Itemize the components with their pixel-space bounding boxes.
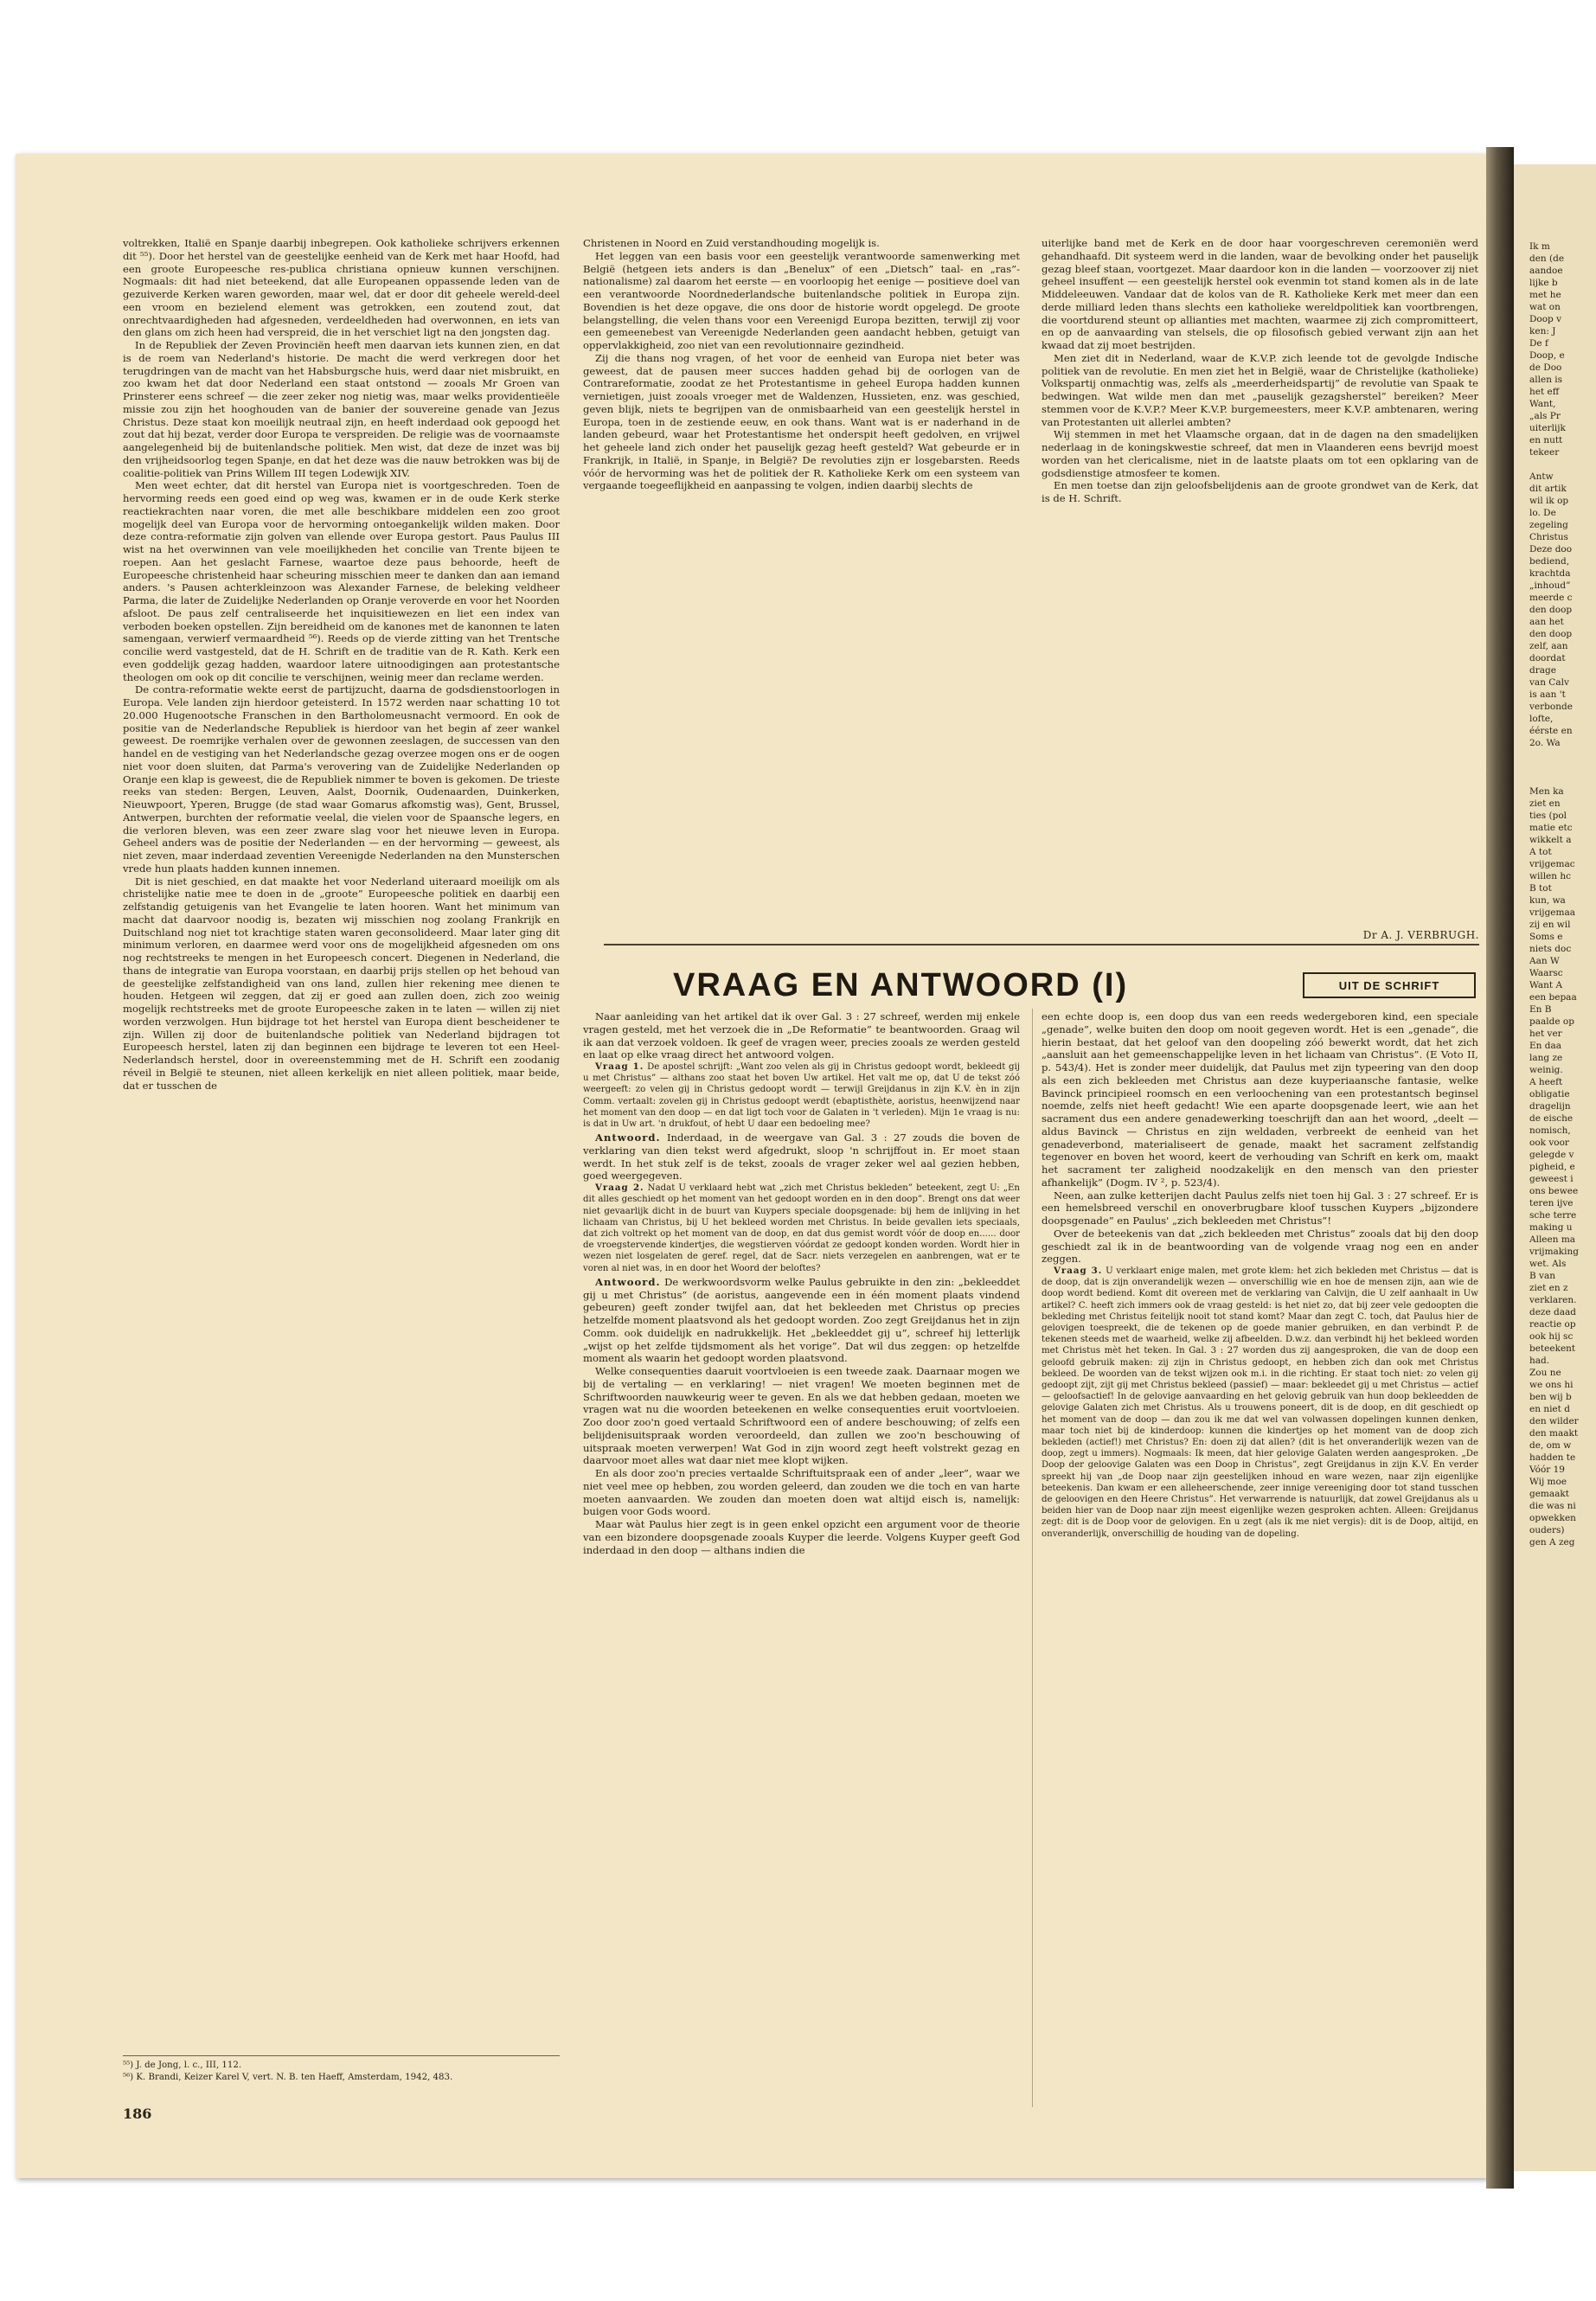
facing-page-fragment: En daa [1529, 1041, 1562, 1051]
facing-page-fragment: Aan W [1529, 956, 1560, 966]
facing-page-fragment: Christus [1529, 532, 1568, 542]
paragraph: Wij stemmen in met het Vlaamsche orgaan, dat in de dagen na den smadelijken nederlaag in de koningskwestie schreef, dat men in Vlaanderen eens bevrijd moest worden van het clericalisme, niet in de laatste plaats om tot een opklaring van de godsdienstige atmosfeer te komen. [1042, 428, 1478, 479]
section-heading: VRAAG EN ANTWOORD (I) [673, 967, 1129, 1003]
facing-page-fragment: zegeling [1529, 520, 1568, 530]
facing-page [1514, 164, 1596, 2171]
facing-page-fragment: Alleen ma [1529, 1234, 1576, 1245]
paragraph: Men ziet dit in Nederland, waar de K.V.P. zich leende tot de gevolgde Indische politiek van de revolutie. En men ziet het in België, waar de Christelijke (katholieke) Volkspartij onmachtig was, zelfs als „meerderheidspartij” de revolutie van Spaak te bedwingen. Wat wilde men dan met „pauselijk gezagsherstel” bereiken? Meer stemmen voor de K.V.P.? Meer K.V.P. burgemeesters, meer K.V.P. ambtenaren, wering van Protestanten uit allerlei ambten? [1042, 351, 1478, 428]
facing-page-fragment: den doop [1529, 605, 1573, 615]
facing-page-fragment: verbonde [1529, 702, 1573, 712]
answer-label: Antwoord. [595, 1131, 661, 1144]
facing-page-fragment: obligatie [1529, 1089, 1570, 1099]
facing-page-fragment: „als Pr [1529, 411, 1561, 421]
question-2 [583, 1183, 1020, 1274]
question-text: U verklaart enige malen, met grote klem: het zich bekleden met Christus — dat is de doop, dat is zijn onverandelijk wezen — onverschillig wie en hoe de mensen zijn, aan wie de doop wordt bediend. Komt dit overeen met de verklaring van Calvijn, die U zelf aanhaalt in Uw artikel? C. heeft zich immers ook de vraag gesteld: is het niet zo, dat bij zeer vele gedoopten die bekleding met Christus feitelijk nooit tot stand komt? Maar dan zegt C. toch, dat Paulus hier de gelovigen toespreekt, die de tekenen op de goede manier gebruiken, en dan verbindt P. de tekenen steeds met de waarheid, welke zij afbeelden. D.w.z. dan verbindt hij het bekleed worden met Christus mèt het teken. In Gal. 3 : 27 worden dus zij aangesproken, die van de doop een geloofd gebruik maken: zij zijn in Christus gedoopt, en hebben zich dan ook met Christus bekleed. De woorden van de tekst wijzen ook m.i. in die richting. Er staat toch niet: zo velen gij gedoopt zijt, zijt gij met Christus bekleed (passief) — maar: bekleedet gij u met Christus — actief — geloofsactief! In de gelovige aanvaarding en het gelovig gebruik van hun doop bekleedden de gelovige Galaten zich met Christus. Als u trouwens poneert, dit is de doop, en dit geschiedt op het moment van de doop — dan zou ik me dat wel van volwassen dopelingen kunnen denken, maar toch niet bij de kinderdoop: kunnen die kindertjes op het moment van de doop zich bekleden (actief!) met Christus? En: doen zij dat allen? (dit is het onveranderlijk wezen van de doop, zegt u immers). Nogmaals: Ik meen, dat hier gelovige Galaten werden aangesproken. „De Doop der geloovige Galaten was een Doop in Christus”, zegt Greijdanus in zijn K.V. En verder spreekt hij van „de Doop naar zijn geestelijken inhoud en ware wezen, naar zijn eigenlijke beteekenis. Dan kwam er een alleheerschende, zeer innige vereeniging door tot stand tusschen de geloovigen en den Heere Christus”. Het verwarrende is natuurlijk, dat zowel Greijdanus als u beiden hier van de Doop naar zijn meest eigenlijke wezen gesproken achten. Alleen: Greijdanus zegt: dit is de Doop voor de gelovigen. En u zegt (als ik me niet vergis): dit is de Doop, altijd, en onveranderlijk, onverschillig de houding van de dopeling. [1042, 1266, 1478, 1539]
footnotes [123, 2055, 560, 2084]
facing-page-fragment: dragelijn [1529, 1101, 1571, 1112]
paragraph: En als door zoo'n precies vertaalde Schriftuitspraak een of ander „leer”, waar we niet veel mee op hebben, zou worden geleerd, dan zouden we die toch en van harte moeten aanvaarden. We zouden dan moeten doen wat altijd eisch is, namelijk: buigen voor Gods woord. [583, 1467, 1020, 1518]
facing-page-fragment: weinig. [1529, 1065, 1563, 1075]
facing-page-fragment: van Calv [1529, 677, 1569, 688]
question-3 [1042, 1266, 1478, 1540]
facing-page-fragment: willen hc [1529, 871, 1572, 881]
facing-page-fragment: vrijgemac [1529, 859, 1575, 869]
facing-page-fragment: lang ze [1529, 1053, 1563, 1063]
column-1 [123, 237, 560, 2050]
facing-page-fragment: Ik m [1529, 241, 1550, 252]
question-label: Vraag 3. [1054, 1266, 1103, 1276]
facing-page-fragment: wat on [1529, 302, 1561, 312]
facing-page-fragment: die was ni [1529, 1501, 1576, 1511]
facing-page-fragment: Soms e [1529, 932, 1563, 942]
magazine-page [16, 154, 1486, 2178]
paragraph: uiterlijke band met de Kerk en de door haar voorgeschreven ceremoniën werd gehandhaafd. Dit systeem werd in die landen, waar de bevolking onder het pauselijk gezag bleef staan, voortgezet. Maar daardoor kon in die landen — voorzoover zij niet geheel insuffent — een geestelijk herstel ook evenmin tot stand komen als in de late Middeleeuwen. Vandaar dat de kolos van de R. Katholieke Kerk met meer dan een derde milliard leden thans slechts een katholieke wereldpolitiek kan voortbrengen, die voortdurend steunt op allianties met machten, waarmee zij zich compromitteert, en op de aanvaarding van stelsels, die op filosofisch gebied verwant zijn aan het kwaad dat zij moet bestrijden. [1042, 237, 1478, 351]
facing-page-fragment: pigheid, e [1529, 1162, 1575, 1172]
paragraph: Over de beteekenis van dat „zich bekleeden met Christus” zooals dat bij den doop geschiedt zal ik in de beantwoording van de volgende vraag nog een en ander zeggen. [1042, 1227, 1478, 1266]
facing-page-fragment: Zou ne [1529, 1368, 1561, 1378]
facing-page-fragment: kun, wa [1529, 895, 1566, 906]
facing-page-fragment: wikkelt a [1529, 835, 1572, 845]
facing-page-fragment: wet. Als [1529, 1259, 1567, 1269]
facing-page-fragment: allen is [1529, 375, 1563, 385]
facing-page-fragment: zelf, aan [1529, 641, 1568, 651]
facing-page-fragment: zij en wil [1529, 920, 1571, 930]
column-5 [1042, 1010, 1478, 2107]
facing-page-fragment: reactie op [1529, 1319, 1576, 1330]
facing-page-column [1529, 240, 1593, 1548]
question-1 [583, 1061, 1020, 1130]
facing-page-fragment: Want, [1529, 399, 1556, 409]
facing-page-fragment: ties (pol [1529, 811, 1567, 821]
facing-page-fragment: Deze doo [1529, 544, 1573, 554]
paragraph: een echte doop is, een doop dus van een reeds wedergeboren kind, een speciale „genade”, welke buiten den doop om nooit gegeven wordt. Het is een „genade”, die hierin bestaat, dat het geloof van den doopeling zóó bewerkt wordt, dat het zich „aansluit aan het gemeenschappelijke leven in het lichaam van Christus”. (E Voto II, p. 543/4). Het is zonder meer duidelijk, dat Paulus met zijn typeering van den doop als een zich bekleeden met Christus aan deze kuyperiaansche fantasie, welke Bavinck principieel roomsch en een verloochening van een protestantsch beginsel noemde, zelfs niet heeft gedacht! Wie een aparte doopsgenade leert, wie aan het sacrament dus een andere genadewerking toeschrijft dan aan het woord, „deelt — aldus Bavinck — Christus en zijn weldaden, verbreekt de eenheid van het genadeverbond, materialiseert de genade, maakt het sacrament zelfstandig tegenover en boven het woord, keert de verhouding van Schrift en kerk om, maakt het sacrament ter zaligheid noodzakelijk en den mensch van den priester afhankelijk” (Dogm. IV ², p. 523/4). [1042, 1010, 1478, 1189]
facing-page-fragment: ziet en [1529, 798, 1561, 809]
facing-page-fragment: dit artik [1529, 484, 1567, 494]
facing-page-fragment: De f [1529, 338, 1548, 349]
facing-page-fragment: ziet en z [1529, 1283, 1568, 1293]
facing-page-fragment: den doop [1529, 629, 1573, 639]
footnote-56: ⁵⁶) K. Brandi, Keizer Karel V, vert. N. B. ten Haeff, Amsterdam, 1942, 483. [123, 2073, 453, 2082]
paragraph: Neen, aan zulke ketterijen dacht Paulus zelfs niet toen hij Gal. 3 : 27 schreef. Er is een hemelsbreed verschil en onoverbrugbare kloof tusschen Kuypers „bijzondere doopsgenade” en Paulus' „zich bekleeden met Christus”! [1042, 1189, 1478, 1227]
facing-page-fragment [1529, 749, 1593, 761]
facing-page-fragment: had. [1529, 1356, 1550, 1366]
section-divider [604, 944, 1479, 945]
facing-page-fragment: opwekken [1529, 1513, 1576, 1523]
facing-page-fragment: ook voor [1529, 1138, 1569, 1148]
facing-page-fragment: Vóór 19 [1529, 1465, 1565, 1475]
facing-page-fragment [1529, 761, 1593, 773]
facing-page-fragment: Want A [1529, 980, 1563, 990]
facing-page-fragment: gelegde v [1529, 1150, 1574, 1160]
facing-page-fragment: den wilder [1529, 1416, 1579, 1426]
facing-page-fragment: matie etc [1529, 823, 1573, 833]
facing-page-fragment: aandoe [1529, 266, 1563, 276]
facing-page-fragment: tekeer [1529, 447, 1560, 458]
facing-page-fragment: A heeft [1529, 1077, 1563, 1087]
answer-text: De werkwoordsvorm welke Paulus gebruikte in den zin: „bekleeddet gij u met Christus” (de aoristus, aangevende een in één moment plaats vindend gebeuren) geeft zonder twijfel aan, dat het bekleeden met Christus op precies hetzelfde moment plaatsvond als het gedoopt worden. Zoo zegt Greijdanus het in zijn Comm. ook duidelijk en nadrukkelijk. Het „bekleeddet gij u”, schreef hij letterlijk „wijst op het zelfde tijdsmoment als het vorige”. Dat wil dus zeggen: op hetzelfde moment als waarin het gedoopt worden plaatsvond. [583, 1275, 1020, 1365]
section-tag: UIT DE SCHRIFT [1303, 972, 1476, 998]
facing-page-fragment: En B [1529, 1004, 1552, 1015]
column-3 [1042, 237, 1478, 922]
paragraph: Men weet echter, dat dit herstel van Europa niet is voortgeschreden. Toen de hervorming reeds een goed eind op weg was, kwamen er in de oude Kerk sterke reactiekrachten naar voren, die met alle beschikbare middelen een zoo groot mogelijk deel van Europa voor de hervorming ontoegankelijk wilden maken. Door deze contra-reformatie zijn golven van ellende over Europa gestort. Paus Paulus III wist na het overwinnen van vele moeilijkheden het concilie van Trente bijeen te roepen. Aan het geslacht Farnese, waartoe deze paus behoorde, heeft de Europeesche christenheid haar scheuring misschien meer te danken dan aan iemand anders. 's Pausen achterkleinzoon was Alexander Farnese, de beleking veldheer Parma, die later de Zuidelijke Nederlanden op Oranje veroverde en voor het Noorden afsloot. De paus zelf centraliseerde het inquisitiewezen en liet een index van verboden boeken opstellen. Zijn bereidheid om de kanones met de kanonnen te laten samengaan, verwierf vermaardheid ⁵⁶). Reeds op de vierde zitting van het Trentsche concilie werd vastgesteld, dat de H. Schrift en de traditie van de R. Kath. Kerk een even goddelijk gezag hadden, waardoor latere uitnoodigingen aan protestantsche theologen om ook op dit concilie te verschijnen, weinig meer dan reclame werden. [123, 479, 560, 683]
facing-page-fragment: 2o. Wa [1529, 738, 1561, 748]
facing-page-fragment: lofte, [1529, 714, 1554, 724]
facing-page-fragment: gemaakt [1529, 1489, 1569, 1499]
facing-page-fragment: uiterlijk [1529, 423, 1566, 433]
facing-page-fragment: wil ik op [1529, 496, 1569, 506]
facing-page-fragment: verklaren. [1529, 1295, 1577, 1305]
question-label: Vraag 1. [595, 1061, 644, 1072]
facing-page-fragment: B tot [1529, 883, 1552, 894]
footnote-55: ⁵⁵) J. de Jong, l. c., III, 112. [123, 2061, 242, 2070]
book-spine [1486, 147, 1514, 2189]
facing-page-fragment: de eische [1529, 1113, 1574, 1124]
facing-page-fragment: making u [1529, 1222, 1573, 1233]
facing-page-fragment: teren ijve [1529, 1198, 1574, 1208]
paragraph: Zij die thans nog vragen, of het voor de eenheid van Europa niet beter was geweest, dat de pausen meer succes hadden gehad bij de oorlogen van de Contrareformatie, zoodat ze het Protestantisme in geheel Europa hadden kunnen vernietigen, juist zooals vroeger met de Waldenzen, Hussieten, enz. was geschied, geven blijk, niets te begrijpen van de onmisbaarheid van een geestelijk herstel in Europa, toen in de zestiende eeuw, en ook thans. Want wat is er naderhand in de landen gebeurd, waar het Protestantisme het onderspit heeft gedolven, en vrijwel het geheele land zich onder het pauselijk gezag heeft gesteld? Wat gebeurde er in Frankrijk, in Italië, in Spanje, in België? De revoluties zijn er losgebarsten. Reeds vóór de hervorming was het de politiek der R. Katholieke Kerk om een systeem van vergaande toegeeflijkheid en aanpassing te volgen, indien daarbij slechts de [583, 351, 1020, 492]
facing-page-fragment: Wij moe [1529, 1477, 1567, 1487]
facing-page-fragment: hadden te [1529, 1452, 1576, 1463]
facing-page-fragment: ons bewee [1529, 1186, 1579, 1196]
paragraph: Christenen in Noord en Zuid verstandhouding mogelijk is. [583, 237, 880, 249]
page-number: 186 [123, 2106, 152, 2122]
facing-page-fragment: we ons hi [1529, 1380, 1574, 1390]
facing-page-fragment: deze daad [1529, 1307, 1576, 1317]
facing-page-fragment: gen A zeg [1529, 1537, 1575, 1548]
facing-page-fragment: beteekent [1529, 1343, 1576, 1354]
paragraph: De contra-reformatie wekte eerst de partijzucht, daarna de godsdienstoorlogen in Europa. Vele landen zijn hierdoor geteisterd. In 1572 werden naar schatting 10 tot 20.000 Hugenootsche Franschen in den Bartholomeusnacht vermoord. En ook de positie van de Nederlandsche Republiek is hierdoor van het begin af zeer wankel geweest. De roemrijke verhalen over de gewonnen zeeslagen, de successen van den handel en de vestiging van het Nederlandsche gezag overzee mogen ons er de oogen niet voor doen sluiten, dat Parma's verovering van de Zuidelijke Nederlanden op Oranje een klap is geweest, die de Republiek nimmer te boven is gekomen. De trieste reeks van steden: Bergen, Leuven, Aalst, Doornik, Oudenaarden, Duinkerken, Nieuwpoort, Yperen, Brugge (de stad waar Gomarus afkomstig was), Gent, Brussel, Antwerpen, burchten der reformatie veelal, die vielen voor de Spaansche legers, en die verloren bleven, was een zeer zware slag voor het nieuwe leven in Europa. Geheel anders was de positie der Nederlanden — en der hervorming — geweest, als niet zeven, maar inderdaad zeventien Vereenigde Nederlanden na den Munsterschen vrede hun plaats hadden kunnen innemen. [123, 683, 560, 875]
facing-page-fragment: vrijgemaa [1529, 907, 1575, 918]
question-text: De apostel schrijft: „Want zoo velen als gij in Christus gedoopt wordt, bekleedt gij u met Christus” — althans zoo staat het boven Uw artikel. Het valt me op, dat U de tekst zóó weergeeft: zo velen gij in Christus gedoopt wordt — terwijl Greijdanus in zijn K.V. èn in zijn Comm. vertaalt: zovelen gij in Christus gedoopt werdt (ebaptisthète, aoristus, heenwijzend naar het moment van den doop — en dat ligt toch voor de Galaten in 't verleden). Mijn 1e vraag is nu: is dat in Uw art. 'n drukfout, of hebt U daar een bedoeling mee? [583, 1062, 1020, 1130]
facing-page-fragment: en nutt [1529, 435, 1563, 445]
column-divider [1032, 1009, 1033, 2107]
facing-page-fragment: Antw [1529, 471, 1554, 482]
column-2 [583, 237, 1020, 938]
facing-page-fragment: A tot [1529, 847, 1552, 857]
facing-page-fragment: vrijmaking [1529, 1247, 1579, 1257]
facing-page-fragment: ouders) [1529, 1525, 1565, 1535]
paragraph: En men toetse dan zijn geloofsbelijdenis aan de groote grondwet van de Kerk, dat is de H. Schrift. [1042, 479, 1478, 504]
facing-page-fragment: aan het [1529, 617, 1564, 627]
facing-page-fragment: nomisch, [1529, 1125, 1571, 1136]
facing-page-fragment: de, om w [1529, 1440, 1572, 1451]
paragraph: In de Republiek der Zeven Provinciën heeft men daarvan iets kunnen zien, en dat is de roem van Nederland's historie. De macht die werd verkregen door het terugdringen van de macht van het Habsburgsche huis, werd daar niet misbruikt, en zoo kwam het dat door Nederland een staat ontstond — zooals Mr Groen van Prinsterer eens schreef — die zeer zeker nog nietig was, maar welks providentieële missie zou zijn het hooghouden van de banier der souvereine genade van Jezus Christus. Deze staat kon moeilijk neutraal zijn, en heeft inderdaad ook gepoogd het zout dat hij bezat, verder door Europa te verspreiden. De religie was de voornaamste aangelegenheid bij de buitenlandsche politiek. Men wist, dat deze de inzet was bij den vrijheidsoorlog tegen Spanje, en dat het deze was die nauw betrokken was bij de coalitie-politiek van Prins Willem III tegen Lodewijk XIV. [123, 339, 560, 479]
facing-page-fragment: lo. De [1529, 508, 1556, 518]
facing-page-fragment: niets doc [1529, 944, 1572, 954]
facing-page-fragment: is aan 't [1529, 689, 1566, 700]
facing-page-fragment: paalde op [1529, 1016, 1574, 1027]
facing-page-fragment: ken: J [1529, 326, 1556, 336]
paragraph: Het leggen van een basis voor een geestelijk verantwoorde samenwerking met België (hetgeen iets anders is dan „Benelux” of een „Dietsch” taal- en „ras”-nationalisme) zal daarom het eerste — en voorloopig het eenige — positieve doel van een verantwoorde Noordnederlandsche buitenlandsche politiek in Europa zijn. Bovendien is het deze opgave, die ons door de historie wordt opgelegd. De groote belangstelling, die velen thans voor een Vereenigd Europa bezitten, terwijl zij voor een gemeenebest van Vereenigde Nederlanden geen aandacht hebben, getuigt van oppervlakkigheid, zoo niet van een revolutionnaire gezindheid. [583, 249, 1020, 351]
facing-page-fragment: het eff [1529, 387, 1560, 397]
facing-page-fragment: lijke b [1529, 278, 1558, 288]
facing-page-fragment: en niet d [1529, 1404, 1570, 1414]
facing-page-fragment: met he [1529, 290, 1561, 300]
facing-page-fragment: krachtda [1529, 568, 1571, 579]
paragraph: Maar wàt Paulus hier zegt is in geen enkel opzicht een argument voor de theorie van een bizondere doopsgenade zooals Kuyper die leerde. Volgens Kuyper geeft God inderdaad in den doop — althans indien die [583, 1518, 1020, 1556]
facing-page-fragment: de Doo [1529, 362, 1562, 373]
facing-page-fragment: sche terre [1529, 1210, 1577, 1221]
facing-page-fragment: Men ka [1529, 786, 1564, 797]
facing-page-fragment: een bepaa [1529, 992, 1577, 1003]
facing-page-fragment: den maakt [1529, 1428, 1579, 1439]
facing-page-fragment: bediend, [1529, 556, 1570, 567]
question-text: Nadat U verklaard hebt wat „zich met Christus bekleden” beteekent, zegt U: „En dit alles geschiedt op het moment van het gedoopt worden en in den doop”. Brengt ons dat weer niet gevaarlijk dicht in de buurt van Kuypers speciale doopsgenade: bij hem de inlijving in het lichaam van Christus, bij U het bekleed worden met Christus. In beide gevallen iets speciaals, dat zich voltrekt op het moment van de doop, en dat dus gemist wordt vóór de doop en...... door de vroegstervende kindertjes, die wegstierven vóórdat ze gedoopt konden worden. Wordt hier in wezen niet losgelaten de geref. regel, dat de Sacr. niets verzegelen en aanbrengen, wat er te voren al niet was, in en door het Woord der beloftes? [583, 1183, 1020, 1273]
facing-page-fragment [1529, 458, 1593, 471]
column-4 [583, 1010, 1020, 2107]
paragraph: voltrekken, Italië en Spanje daarbij inbegrepen. Ook katholieke schrijvers erkennen dit ⁵⁵). Door het herstel van de geestelijke eenheid van de Kerk met haar Hoofd, had een groote Europeesche res-publica christiana opnieuw kunnen verschijnen. Nogmaals: dit had niet beteekend, dat alle Europeanen oppassende leden van de gezuiverde Kerken waren geworden, maar wel, dat er door dit geheele wereld-deel een vroom en bezielend element was getrokken, een zoutend zout, dat onrechtvaardigheden had afgesneden, verdeeldheden had overwonnen, en iets van den glans om zich heen had verspreid, die in het verschiet ligt na den jongsten dag. [123, 237, 560, 339]
facing-page-fragment: ben wij b [1529, 1392, 1572, 1402]
qa-intro: Naar aanleiding van het artikel dat ik over Gal. 3 : 27 schreef, werden mij enkele vragen gesteld, met het verzoek die in „De Reformatie” te beantwoorden. Graag wil ik aan dat verzoek voldoen. Ik geef de vragen weer, precies zooals ze werden gesteld en laat op elke vraag direct het antwoord volgen. [583, 1010, 1020, 1061]
facing-page-fragment: geweest i [1529, 1174, 1574, 1184]
answer-text: Inderdaad, in de weergave van Gal. 3 : 27 zouds die boven de verklaring van dien tekst werd afgedrukt, sloop 'n schrijffout in. Er moet staan werdt. In het stuk zelf is de tekst, zooals de vrager zeker wel aal gezien hebben, goed weergegeven. [583, 1131, 1020, 1183]
facing-page-fragment: Doop v [1529, 314, 1562, 324]
facing-page-fragment: B van [1529, 1271, 1556, 1281]
facing-page-fragment: meerde c [1529, 593, 1573, 603]
facing-page-fragment: het ver [1529, 1029, 1562, 1039]
facing-page-fragment: „inhoud” [1529, 580, 1571, 591]
paragraph: Dit is niet geschied, en dat maakte het voor Nederland uiteraard moeilijk om als christelijke natie mee te doen in de „groote” Europeesche politiek en daarbij een zelfstandig getuigenis van het Evangelie te laten hooren. Want het minimum van macht dat daarvoor noodig is, bezaten wij misschien nog zoolang Frankrijk en Duitschland nog niet tot krachtige staten waren geconsolideerd. Maar later ging dit minimum verloren, en daarmee werd voor ons de mogelijkheid afgesneden om ons nog rechtstreeks te mengen in het Europeesch concert. Diegenen in Nederland, die thans de integratie van Europa voorstaan, en daarbij prijs stellen op het behoud van de geestelijke zelfstandigheid van ons land, zullen hier rekening mee dienen te houden. Hetgeen wil zeggen, dat zij er goed aan zullen doen, zich zoo weinig mogelijk rechtstreeks met de groote Europeesche zaken in te laten — willen zij niet worden verzwolgen. Hun bijdrage tot het herstel van Europa dient bescheidener te zijn. Willen zij door de buitenlandsche politiek van Nederland bijdragen tot Europeesch herstel, laten zij dan beginnen een bijdrage te leveren tot een Heel-Nederlandsch herstel, door in overeenstemming met de H. Schrift een zoodanig réveil in België te steunen, niet alleen kerkelijk en niet alleen politiek, maar beide, dat er tusschen de [123, 875, 560, 1092]
answer-label: Antwoord. [595, 1275, 661, 1288]
facing-page-fragment: Waarsc [1529, 968, 1563, 978]
facing-page-fragment: éérste en [1529, 726, 1573, 736]
facing-page-fragment: doordat [1529, 653, 1566, 663]
facing-page-fragment: ook hij sc [1529, 1331, 1574, 1342]
facing-page-fragment [1529, 773, 1593, 785]
facing-page-fragment: drage [1529, 665, 1556, 676]
question-label: Vraag 2. [595, 1183, 644, 1194]
facing-page-fragment: Doop, e [1529, 350, 1565, 361]
author-signature: Dr A. J. VERBRUGH. [1362, 929, 1479, 941]
facing-page-fragment: den (de [1529, 253, 1565, 264]
paragraph: Welke consequenties daaruit voortvloeien is een tweede zaak. Daarnaar mogen we bij de vertaling — en verklaring! — niet vragen! We moeten beginnen met de Schriftwoorden nauwkeurig weer te geven. En als we dat hebben gedaan, moeten we vragen wat nu die woorden beteekenen en welke consequenties eruit voortvloeien. Zoo door zoo'n goed vertaald Schriftwoord een of andere beschouwing; of zelfs een belijdenisuitspraak worden veroordeeld, dan zullen we zoo'n beschouwing of uitspraak moeten verwerpen! Wat God in zijn woord zegt heeft volstrekt gezag en daarvoor moet alles wat daar niet mee klopt wijken. [583, 1365, 1020, 1467]
